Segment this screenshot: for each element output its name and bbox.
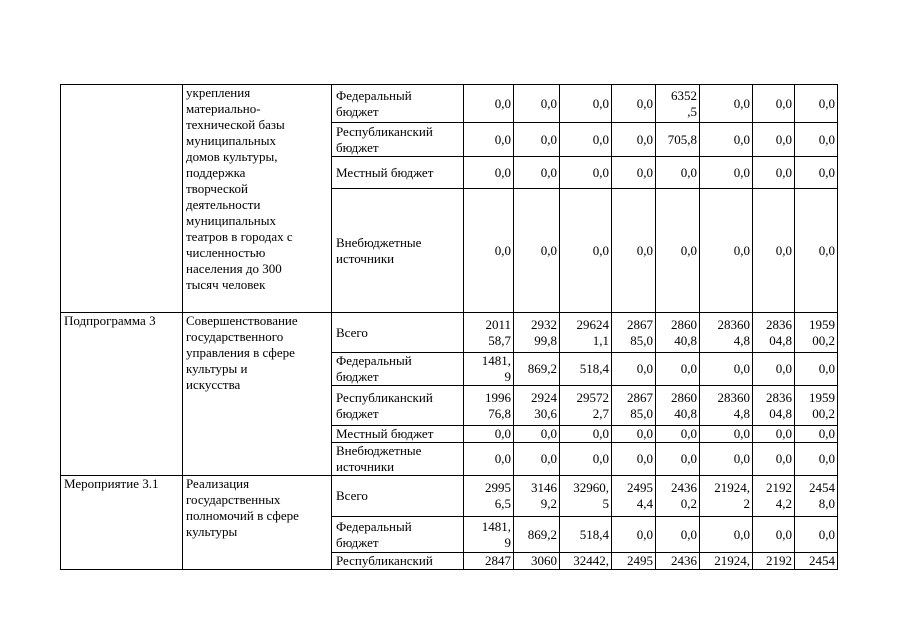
value-text: 0,0 xyxy=(636,426,653,441)
value-cell xyxy=(514,353,560,386)
funding-source-text: Внебюджетные источники xyxy=(336,234,422,266)
value-text: 1481, 9 xyxy=(481,353,511,384)
funding-source-text: Местный бюджет xyxy=(336,426,434,441)
funding-source-text: Федеральный бюджет xyxy=(336,353,412,384)
value-text: 2454 xyxy=(809,553,835,568)
value-text: 2860 40,8 xyxy=(671,316,697,348)
value-text: 2192 4,2 xyxy=(766,480,792,511)
value-text: 0,0 xyxy=(540,95,557,111)
value-cell xyxy=(795,313,838,353)
value-text: 2495 4,4 xyxy=(627,480,653,511)
value-cell xyxy=(795,443,838,476)
funding-source xyxy=(332,443,464,476)
value-cell xyxy=(753,85,795,123)
value-text: 6352 ,5 xyxy=(671,87,697,119)
value-cell xyxy=(514,313,560,353)
description-text: Совершенствование государственного управления в сфере культуры и искусства xyxy=(186,313,298,392)
value-cell xyxy=(795,476,838,517)
value-cell xyxy=(795,123,838,157)
value-cell xyxy=(753,157,795,189)
value-cell xyxy=(560,553,612,570)
value-text: 0,0 xyxy=(775,451,792,466)
value-cell xyxy=(656,386,700,426)
value-text: 28360 4,8 xyxy=(717,389,750,421)
value-cell xyxy=(560,85,612,123)
value-text: 0,0 xyxy=(680,164,697,180)
value-cell xyxy=(753,476,795,517)
value-text: 2454 8,0 xyxy=(809,480,835,511)
value-text: 21924, xyxy=(714,553,750,568)
value-cell xyxy=(612,517,656,553)
value-cell xyxy=(464,426,514,443)
value-text: 0,0 xyxy=(733,526,750,542)
value-text: 0,0 xyxy=(494,451,511,466)
value-text: 0,0 xyxy=(775,131,792,147)
funding-source xyxy=(332,386,464,426)
value-text: 0,0 xyxy=(540,131,557,147)
value-text: 0,0 xyxy=(540,426,557,441)
value-cell xyxy=(612,353,656,386)
value-cell xyxy=(656,189,700,313)
value-cell xyxy=(700,123,753,157)
value-text: 0,0 xyxy=(494,242,511,258)
value-text: 0,0 xyxy=(818,164,835,180)
value-cell xyxy=(560,426,612,443)
funding-source-text: Всего xyxy=(336,488,368,503)
value-cell xyxy=(656,553,700,570)
value-text: 0,0 xyxy=(540,242,557,258)
value-text: 1996 76,8 xyxy=(485,389,511,421)
value-text: 0,0 xyxy=(775,526,792,542)
value-cell xyxy=(464,476,514,517)
value-text: 518,4 xyxy=(579,526,609,542)
value-text: 0,0 xyxy=(818,451,835,466)
row-group-label xyxy=(61,85,183,313)
funding-source xyxy=(332,517,464,553)
value-text: 518,4 xyxy=(579,361,609,376)
funding-source xyxy=(332,123,464,157)
value-cell xyxy=(612,476,656,517)
value-text: 0,0 xyxy=(680,451,697,466)
value-text: 0,0 xyxy=(592,95,609,111)
row-group-label: Подпрограмма 3 xyxy=(61,313,183,476)
value-cell xyxy=(656,426,700,443)
funding-source xyxy=(332,313,464,353)
value-text: 0,0 xyxy=(494,426,511,441)
value-cell xyxy=(700,85,753,123)
value-text: 2836 04,8 xyxy=(766,389,792,421)
value-text: 869,2 xyxy=(527,526,557,542)
value-text: 0,0 xyxy=(733,451,750,466)
value-cell xyxy=(560,157,612,189)
value-cell xyxy=(753,313,795,353)
description-text: укрепления материально- технической базы муниципальных домов культуры, поддержка творческой деятельности муниципальных театров в городах с численностью населения до 300 тысяч человек xyxy=(186,85,293,292)
funding-source xyxy=(332,157,464,189)
value-text: 3146 9,2 xyxy=(531,480,557,511)
value-cell xyxy=(656,157,700,189)
value-text: 0,0 xyxy=(733,95,750,111)
value-text: 0,0 xyxy=(494,95,511,111)
value-text: 21924, 2 xyxy=(714,480,750,511)
value-cell xyxy=(753,189,795,313)
value-cell xyxy=(700,386,753,426)
value-text: 0,0 xyxy=(592,426,609,441)
value-cell xyxy=(560,476,612,517)
value-cell xyxy=(795,157,838,189)
value-cell xyxy=(753,426,795,443)
value-cell xyxy=(753,353,795,386)
value-cell xyxy=(795,426,838,443)
value-cell xyxy=(795,189,838,313)
value-cell xyxy=(656,476,700,517)
funding-source xyxy=(332,189,464,313)
value-cell xyxy=(514,386,560,426)
funding-source xyxy=(332,353,464,386)
value-cell xyxy=(753,386,795,426)
value-text: 0,0 xyxy=(494,164,511,180)
value-cell xyxy=(795,85,838,123)
value-text: 32960, 5 xyxy=(573,480,609,511)
value-cell xyxy=(514,189,560,313)
value-cell xyxy=(700,353,753,386)
value-text: 0,0 xyxy=(680,361,697,376)
value-text: 2436 xyxy=(671,553,697,568)
value-text: 0,0 xyxy=(494,131,511,147)
value-text: 0,0 xyxy=(775,426,792,441)
value-text: 29572 2,7 xyxy=(576,389,609,421)
funding-source-text: Федеральный бюджет xyxy=(336,518,412,550)
value-cell xyxy=(656,123,700,157)
value-cell xyxy=(700,189,753,313)
value-cell xyxy=(700,157,753,189)
value-text: 0,0 xyxy=(818,242,835,258)
value-cell xyxy=(753,553,795,570)
value-text: 0,0 xyxy=(540,164,557,180)
value-cell xyxy=(700,443,753,476)
value-cell xyxy=(612,426,656,443)
value-text: 32442, xyxy=(573,553,609,568)
value-cell xyxy=(700,553,753,570)
table-row xyxy=(61,313,838,353)
value-cell xyxy=(612,443,656,476)
value-text: 0,0 xyxy=(733,426,750,441)
value-cell xyxy=(656,353,700,386)
value-text: 29624 1,1 xyxy=(576,316,609,348)
row-group-description xyxy=(183,85,332,313)
value-text: 0,0 xyxy=(818,95,835,111)
value-cell xyxy=(612,189,656,313)
funding-source xyxy=(332,476,464,517)
value-cell xyxy=(656,443,700,476)
value-cell xyxy=(560,443,612,476)
value-cell xyxy=(464,517,514,553)
value-text: 1959 00,2 xyxy=(809,389,835,421)
value-cell xyxy=(464,353,514,386)
value-text: 0,0 xyxy=(775,95,792,111)
value-text: 869,2 xyxy=(527,361,557,376)
value-cell xyxy=(560,386,612,426)
value-text: 2932 99,8 xyxy=(531,316,557,348)
value-cell xyxy=(656,517,700,553)
description-text: Реализация государственных полномочий в сфере культуры xyxy=(186,476,299,539)
value-text: 0,0 xyxy=(636,95,653,111)
value-text: 2495 xyxy=(627,553,653,568)
value-text: 0,0 xyxy=(680,426,697,441)
value-text: 0,0 xyxy=(680,242,697,258)
value-cell xyxy=(560,189,612,313)
value-cell xyxy=(753,123,795,157)
value-cell xyxy=(612,386,656,426)
value-cell xyxy=(612,313,656,353)
value-text: 0,0 xyxy=(592,242,609,258)
value-text: 0,0 xyxy=(733,242,750,258)
value-cell xyxy=(612,553,656,570)
value-cell xyxy=(700,426,753,443)
funding-source xyxy=(332,426,464,443)
value-cell xyxy=(464,157,514,189)
value-cell xyxy=(514,553,560,570)
value-text: 1959 00,2 xyxy=(809,316,835,348)
value-text: 2995 6,5 xyxy=(485,480,511,511)
table-row xyxy=(61,476,838,517)
value-text: 0,0 xyxy=(775,242,792,258)
value-text: 0,0 xyxy=(636,242,653,258)
value-text: 2011 58,7 xyxy=(485,316,511,348)
value-cell xyxy=(560,517,612,553)
budget-table xyxy=(60,84,838,570)
value-text: 0,0 xyxy=(592,131,609,147)
value-cell xyxy=(700,517,753,553)
value-text: 0,0 xyxy=(592,164,609,180)
funding-source-text: Республиканский бюджет xyxy=(336,123,433,155)
funding-source xyxy=(332,85,464,123)
value-cell xyxy=(753,517,795,553)
value-cell xyxy=(464,313,514,353)
value-cell xyxy=(795,353,838,386)
value-cell xyxy=(656,313,700,353)
value-text: 0,0 xyxy=(733,164,750,180)
funding-source xyxy=(332,553,464,570)
value-cell xyxy=(612,157,656,189)
value-cell xyxy=(514,157,560,189)
value-text: 0,0 xyxy=(733,361,750,376)
funding-source-text: Федеральный бюджет xyxy=(336,87,412,119)
value-cell xyxy=(700,476,753,517)
value-text: 0,0 xyxy=(733,131,750,147)
value-cell xyxy=(514,517,560,553)
value-text: 0,0 xyxy=(636,526,653,542)
value-cell xyxy=(514,443,560,476)
value-cell xyxy=(464,386,514,426)
row-group-description xyxy=(183,313,332,476)
value-text: 0,0 xyxy=(540,451,557,466)
value-text: 0,0 xyxy=(818,131,835,147)
value-cell xyxy=(464,189,514,313)
value-cell xyxy=(795,553,838,570)
value-cell xyxy=(753,443,795,476)
value-cell xyxy=(464,443,514,476)
value-cell xyxy=(612,123,656,157)
value-cell xyxy=(514,85,560,123)
value-cell xyxy=(560,313,612,353)
value-text: 2192 xyxy=(766,553,792,568)
value-cell xyxy=(700,313,753,353)
value-cell xyxy=(560,123,612,157)
value-cell xyxy=(656,85,700,123)
value-text: 2867 85,0 xyxy=(627,389,653,421)
value-text: 1481, 9 xyxy=(481,518,511,550)
value-text: 2860 40,8 xyxy=(671,389,697,421)
value-cell xyxy=(514,123,560,157)
funding-source-text: Всего xyxy=(336,324,368,340)
value-text: 3060 xyxy=(531,553,557,568)
row-group-description xyxy=(183,476,332,570)
value-text: 0,0 xyxy=(818,361,835,376)
value-text: 0,0 xyxy=(636,451,653,466)
value-text: 2436 0,2 xyxy=(671,480,697,511)
row-group-label: Мероприятие 3.1 xyxy=(61,476,183,570)
value-text: 2836 04,8 xyxy=(766,316,792,348)
value-cell xyxy=(612,85,656,123)
value-text: 2924 30,6 xyxy=(531,389,557,421)
value-text: 0,0 xyxy=(636,361,653,376)
value-text: 2867 85,0 xyxy=(627,316,653,348)
value-text: 0,0 xyxy=(636,131,653,147)
value-text: 28360 4,8 xyxy=(717,316,750,348)
value-text: 0,0 xyxy=(680,526,697,542)
value-cell xyxy=(464,123,514,157)
value-text: 0,0 xyxy=(592,451,609,466)
value-text: 0,0 xyxy=(775,164,792,180)
value-cell xyxy=(560,353,612,386)
value-cell xyxy=(464,85,514,123)
value-text: 0,0 xyxy=(818,526,835,542)
table-body xyxy=(61,85,838,570)
funding-source-text: Местный бюджет xyxy=(336,164,434,180)
value-cell xyxy=(795,386,838,426)
value-text: 705,8 xyxy=(667,131,697,147)
value-cell xyxy=(514,426,560,443)
value-cell xyxy=(464,553,514,570)
value-cell xyxy=(514,476,560,517)
value-text: 0,0 xyxy=(775,361,792,376)
funding-source-text: Республиканский бюджет xyxy=(336,389,433,421)
value-text: 0,0 xyxy=(818,426,835,441)
value-cell xyxy=(795,517,838,553)
table-row xyxy=(61,85,838,123)
funding-source-text: Внебюджетные источники xyxy=(336,443,422,474)
value-text: 2847 xyxy=(485,553,511,568)
value-text: 0,0 xyxy=(636,164,653,180)
funding-source-text: Республиканский xyxy=(336,553,433,568)
